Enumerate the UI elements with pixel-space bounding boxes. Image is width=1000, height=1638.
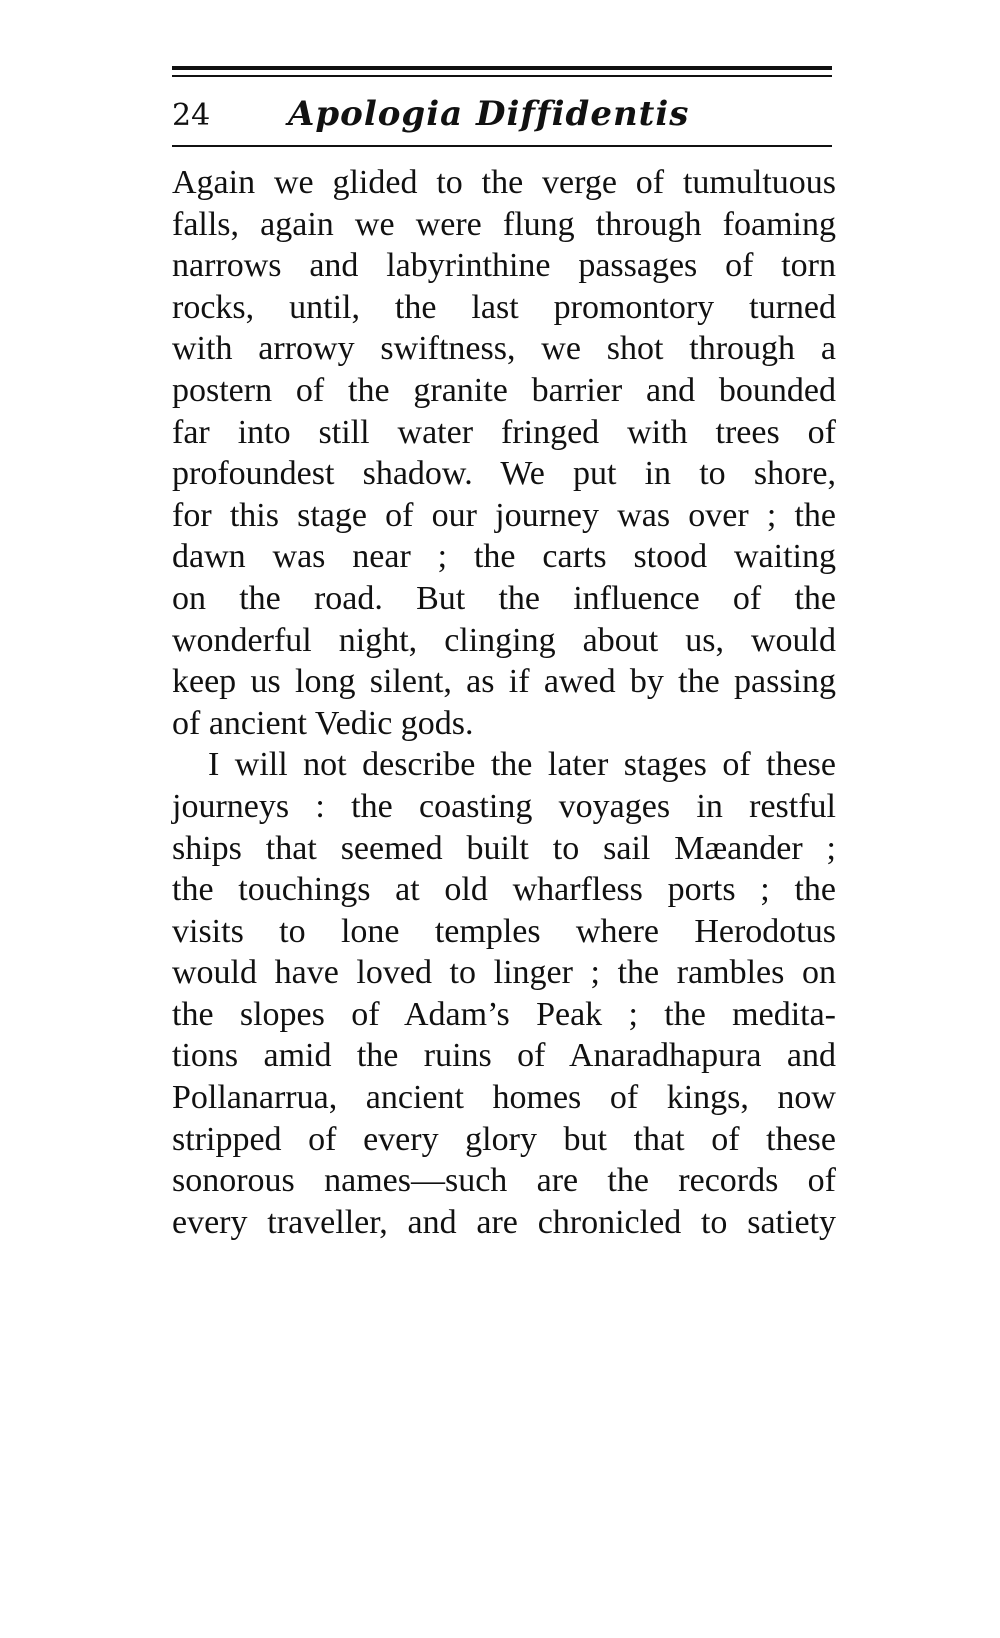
page-number: 24: [172, 98, 211, 133]
text-line: the slopes of Adam’s Peak ; the medita-: [172, 995, 836, 1033]
text-line: every traveller, and are chronicled to satiety: [172, 1203, 836, 1241]
text-line: keep us long silent, as if awed by the passing: [172, 663, 836, 701]
text-line: Pollanarrua, ancient homes of kings, now: [172, 1079, 836, 1117]
header-rule: [172, 145, 832, 147]
text-line: profoundest shadow. We put in to shore,: [172, 455, 836, 493]
text-line: ships that seemed built to sail Mæander ;: [172, 829, 836, 867]
text-line: postern of the granite barrier and bounded: [172, 371, 836, 409]
text-line: for this stage of our journey was over ; the: [172, 496, 836, 534]
running-title: Apologia Diffidentis: [288, 94, 690, 134]
text-line: with arrowy swiftness, we shot through a: [172, 330, 836, 368]
text-line: of ancient Vedic gods.: [172, 704, 474, 742]
text-line: sonorous names—such are the records of: [172, 1162, 836, 1200]
text-line: stripped of every glory but that of these: [172, 1120, 836, 1158]
text-line: journeys : the coasting voyages in restful: [172, 787, 836, 825]
top-rule-thin: [172, 75, 832, 77]
text-line: far into still water fringed with trees of: [172, 413, 836, 451]
top-rule: [172, 66, 832, 70]
text-line: would have loved to linger ; the rambles on: [172, 954, 836, 992]
text-line: on the road. But the influence of the: [172, 579, 836, 617]
text-line: falls, again we were flung through foaming: [172, 205, 836, 243]
paragraph-1: [172, 162, 836, 744]
body-text: [172, 162, 836, 1243]
running-head: [172, 86, 832, 146]
text-line: narrows and labyrinthine passages of torn: [172, 247, 836, 285]
text-line: wonderful night, clinging about us, would: [172, 621, 836, 659]
paragraph-2: [172, 744, 836, 1243]
text-line: the touchings at old wharfless ports ; the: [172, 871, 836, 909]
text-line: I will not describe the later stages of these: [208, 746, 836, 784]
text-line: dawn was near ; the carts stood waiting: [172, 538, 836, 576]
text-line: visits to lone temples where Herodotus: [172, 912, 836, 950]
text-line: Again we glided to the verge of tumultuous: [172, 164, 836, 201]
text-line: rocks, until, the last promontory turned: [172, 288, 836, 326]
text-line: tions amid the ruins of Anaradhapura and: [172, 1037, 836, 1075]
